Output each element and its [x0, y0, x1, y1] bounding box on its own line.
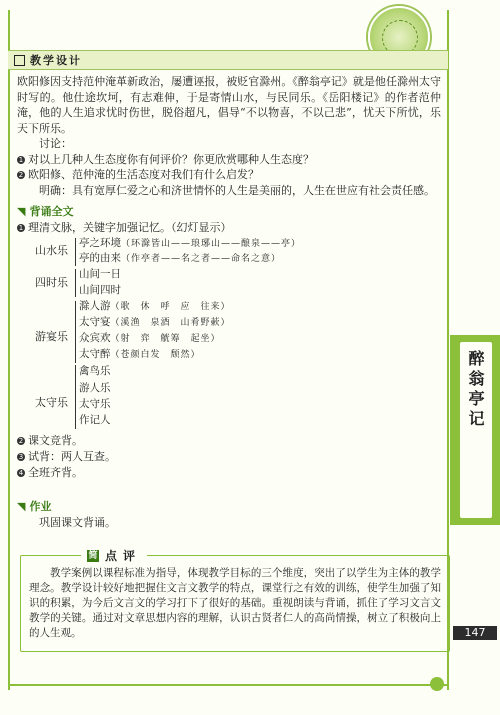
- review-badge-icon: 简: [88, 550, 98, 561]
- main-content: [17, 74, 441, 530]
- recite-step-2: [17, 433, 83, 449]
- leaf-origin: 亭的由来（作亭者——名之者——命名之意）: [79, 252, 282, 264]
- review-title-text: 点评: [105, 549, 142, 563]
- review-body: 教学案例以课程标准为指导，体现教学目标的三个维度，突出了以学生为主体的教学理念。教学设计较好地把握住文言文教学的特点，课堂行之有效的训练，使学生加强了知识的积累，为今后文言文的学习打下了很好的基础。重视朗读与背诵，抓住了学习文言文教学的关键。通过对文章思想内容的理解，认识古贤者仁人的高尚情操，树立了积极向上的人生观。: [29, 567, 441, 639]
- brace: [75, 269, 76, 297]
- section-title: 教学设计: [30, 54, 82, 67]
- leaf-visitors: 游人乐: [79, 382, 111, 394]
- side-chapter-title: 醉翁亭记: [466, 350, 485, 430]
- leaf-day: 山间一日: [79, 268, 121, 280]
- intro-paragraph: 欧阳修因支持范仲淹革新政治，屡遭诬报，被贬官滁州。《醉翁亭记》就是他任滁州太守时写的。他仕途坎坷，有志难伸，于是寄情山水，与民同乐。《岳阳楼记》的作者范仲淹，他的人生追求忧时伤世，脱俗超凡，倡导“不以物喜，不以己悲”，忧天下所忧，乐天下所乐。: [17, 75, 441, 135]
- question-2-text: 欧阳修、范仲淹的生活态度对我们有什么启发？: [28, 168, 259, 181]
- group-taishou: 太守乐: [35, 396, 68, 409]
- structure-outline: [18, 235, 441, 495]
- leaf-writer: 作记人: [79, 414, 111, 426]
- leaf-seasons: 山间四时: [79, 284, 121, 296]
- homework-heading-text: 作业: [29, 500, 52, 513]
- brace: [75, 365, 76, 429]
- recite-heading-text: 背诵全文: [29, 205, 74, 218]
- recite-step-4: [17, 465, 83, 481]
- discussion-label: 讨论：: [39, 137, 72, 150]
- recite-step-3-text: 试背：两人互查。: [28, 450, 116, 463]
- recite-step-1: [17, 220, 441, 236]
- recite-heading: [17, 204, 441, 220]
- leaf-environment: 亭之环境（环滁皆山——琅琊山——酿泉——亭）: [79, 237, 302, 249]
- discussion-question-2: [17, 167, 441, 183]
- homework-text: 巩固课文背诵。: [39, 515, 116, 529]
- triangle-marker-icon: ◥: [17, 500, 26, 513]
- brace: [75, 238, 76, 266]
- page-number: 147: [453, 626, 497, 640]
- group-youyan: 游宴乐: [35, 330, 68, 343]
- number-1-icon: 1: [18, 155, 24, 164]
- left-border-line: [8, 10, 10, 690]
- review-title: [81, 547, 147, 564]
- recite-step-3: [17, 449, 116, 465]
- number-1-icon: 1: [18, 223, 24, 232]
- leaf-taishouyan: 太守宴（溪渔 泉酒 山肴野蔌）: [79, 316, 231, 328]
- checkbox-square-icon: [14, 55, 25, 66]
- leaf-birds: 禽鸟乐: [79, 365, 111, 377]
- recite-step-1-text: 理清文脉，关键字加强记忆。（幻灯显示）: [28, 220, 232, 234]
- discussion-answer: 明确：具有宽厚仁爱之心和济世情怀的人生是美丽的，人生在世应有社会责任感。: [39, 183, 435, 197]
- number-3-icon: 3: [18, 453, 24, 461]
- recite-step-2-text: 课文竞背。: [28, 434, 83, 447]
- triangle-marker-icon: ◥: [17, 205, 26, 218]
- recite-step-4-text: 全班齐背。: [28, 466, 83, 479]
- number-2-icon: 2: [18, 437, 24, 445]
- discussion-question-1: [17, 152, 441, 168]
- number-4-icon: 4: [18, 469, 24, 477]
- leaf-zhongbin: 众宾欢（射 弈 觥筹 起坐）: [79, 332, 221, 344]
- footer-line: [8, 684, 448, 686]
- leaf-prefect: 太守乐: [79, 398, 111, 410]
- footer-dot-icon: [430, 677, 444, 691]
- question-1-text: 对以上几种人生态度你有何评价？你更欣赏哪种人生态度？: [28, 152, 314, 166]
- group-sishi: 四时乐: [35, 276, 68, 289]
- section-header: [14, 52, 82, 68]
- number-2-icon: 2: [18, 171, 24, 179]
- group-shanshui: 山水乐: [35, 244, 68, 257]
- brace: [75, 301, 76, 363]
- review-box: [20, 549, 450, 652]
- homework-heading: [17, 499, 441, 515]
- leaf-churen: 滁人游（歌 休 呼 应 往来）: [79, 300, 231, 312]
- leaf-taishouzui: 太守醉（苍颜白发 颓然）: [79, 348, 201, 360]
